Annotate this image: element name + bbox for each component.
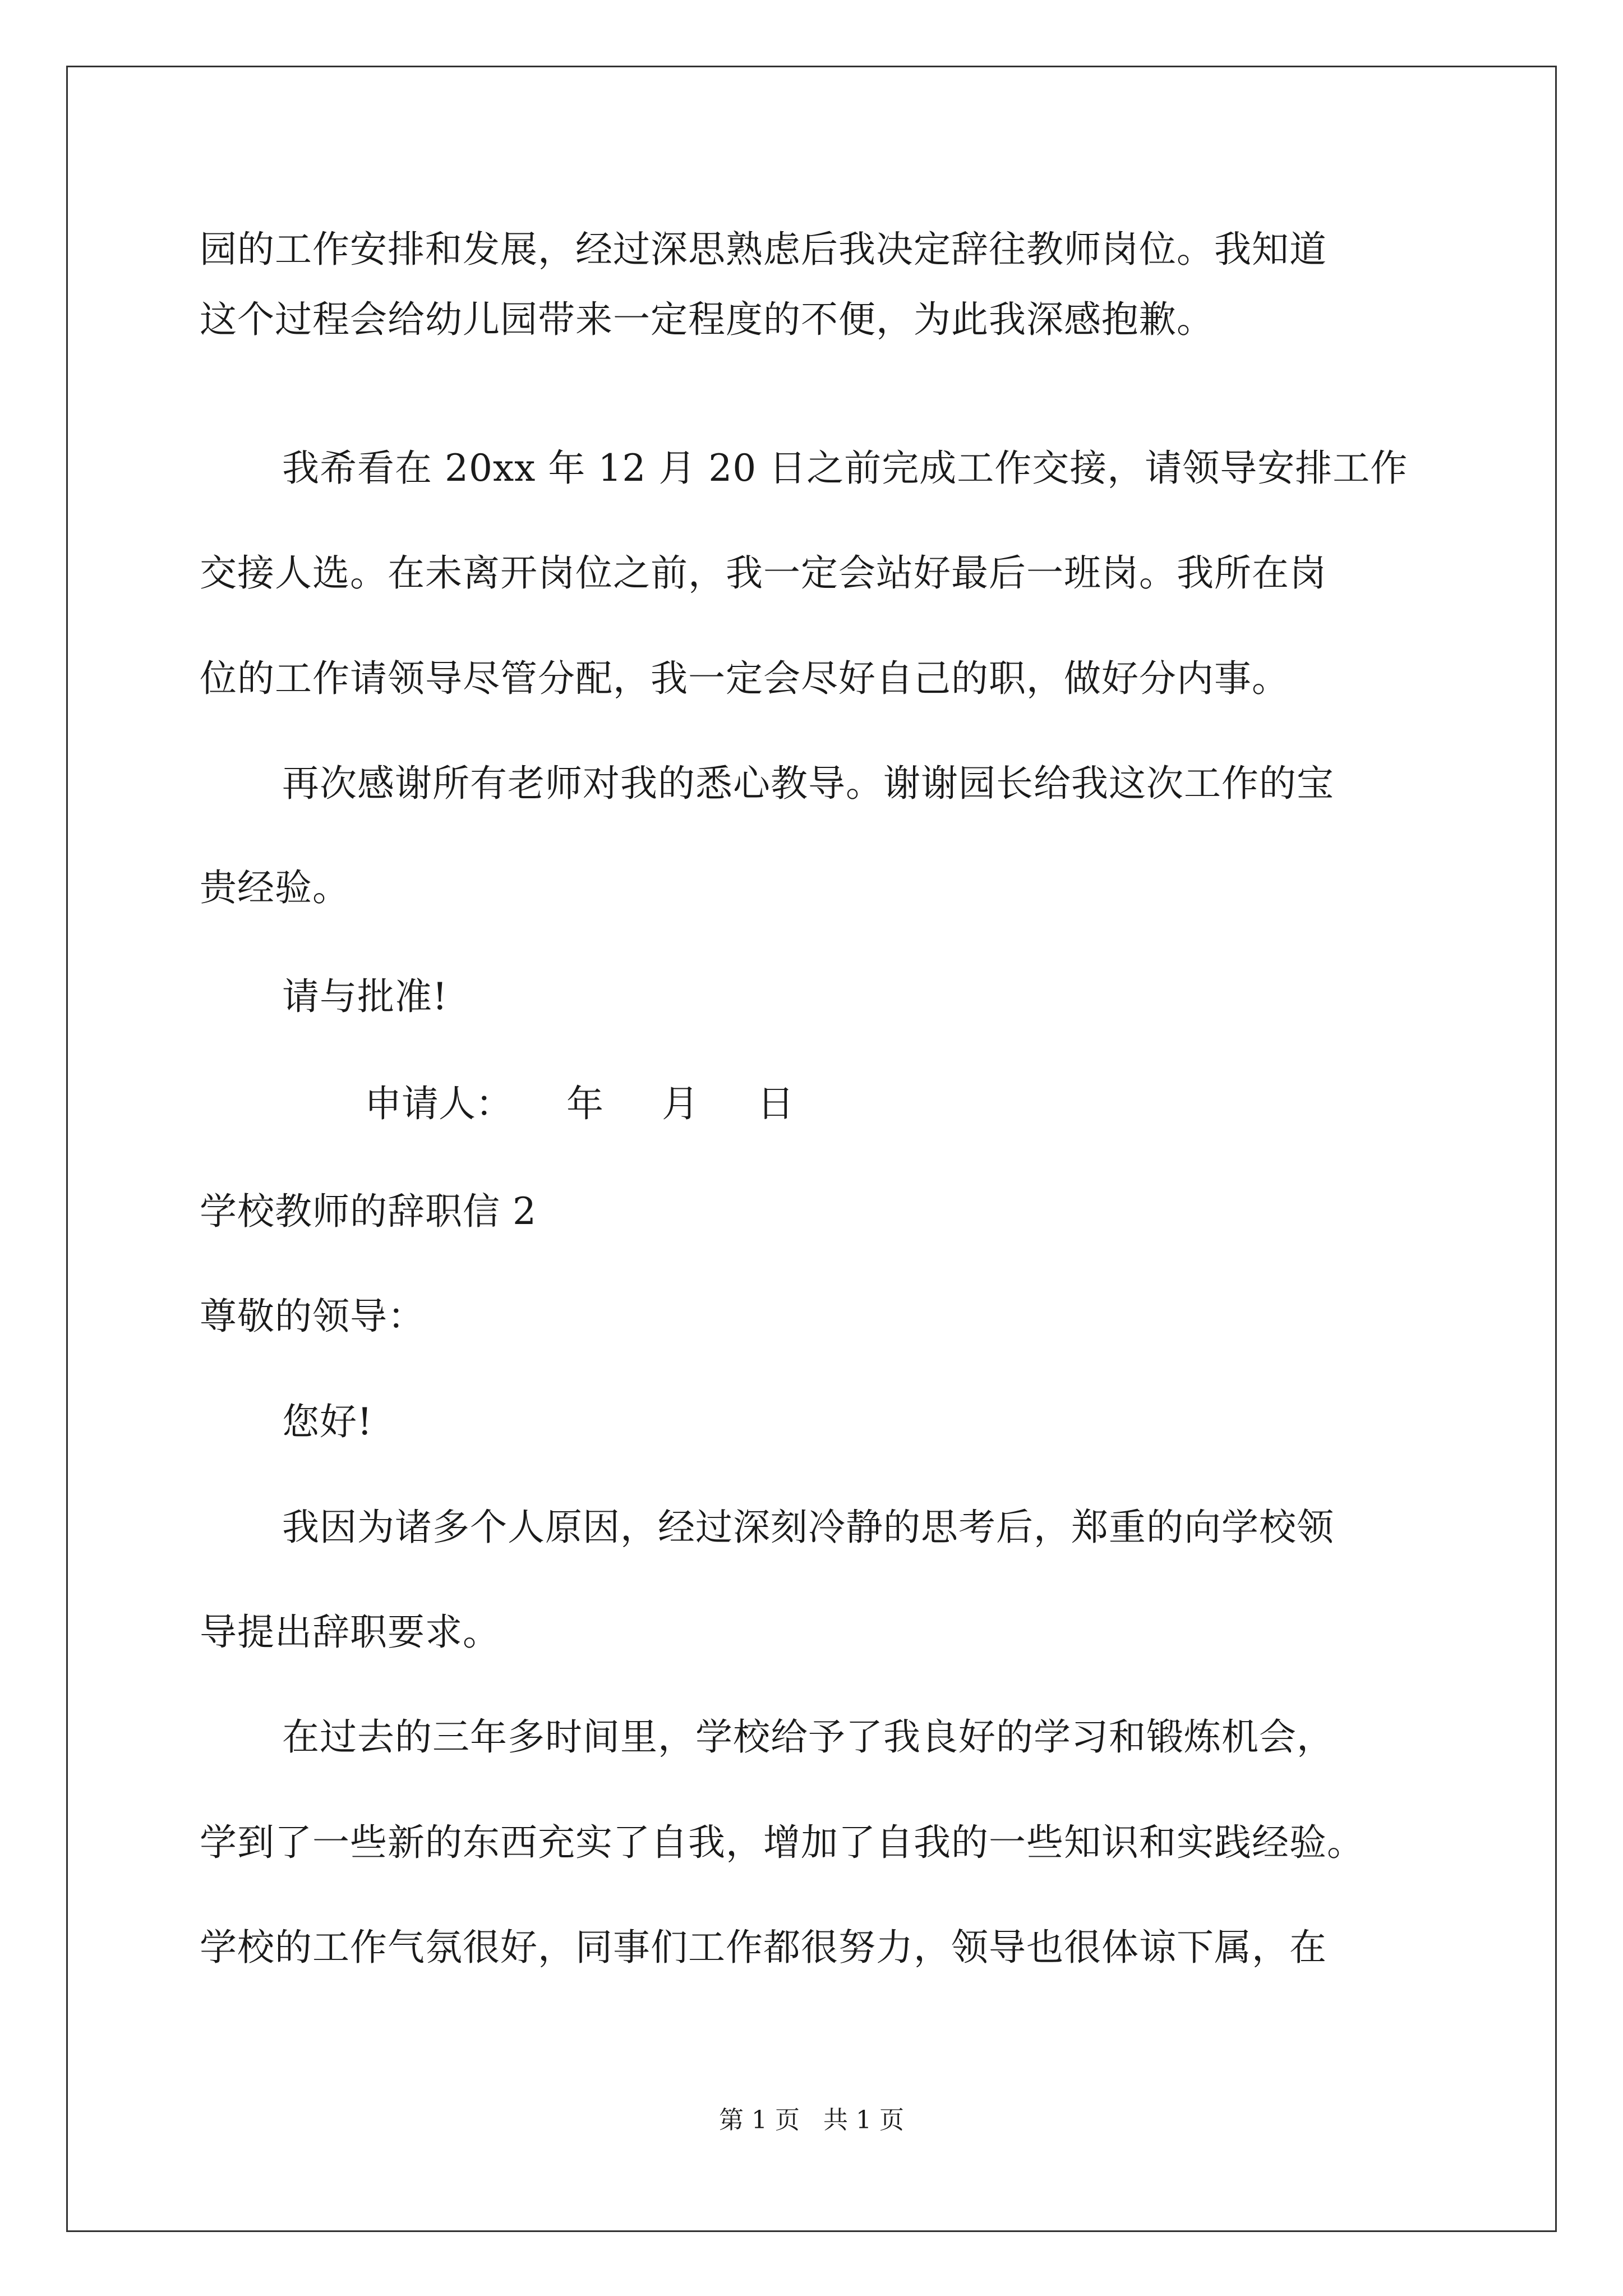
page-number-footer: 第 1 页 共 1 页 [719, 2106, 904, 2134]
month-label: 月 [662, 1082, 699, 1125]
paragraph-line: 在过去的三年多时间里，学校给予了我良好的学习和锻炼机会， [282, 1715, 1334, 1759]
paragraph-line: 贵经验。 [200, 866, 350, 909]
paragraph-line: 再次感谢所有老师对我的悉心教导。谢谢园长给我这次工作的宝 [282, 762, 1334, 805]
year-label: 年 [566, 1082, 603, 1125]
day-label: 日 [757, 1082, 794, 1125]
letter-title: 学校教师的辞职信 2 [200, 1190, 537, 1233]
paragraph-line: 位的工作请领导尽管分配，我一定会尽好自己的职，做好分内事。 [200, 657, 1289, 700]
approval-request: 请与批准! [282, 975, 448, 1018]
paragraph-line: 交接人选。在未离开岗位之前，我一定会站好最后一班岗。我所在岗 [200, 551, 1327, 595]
greeting: 您好! [282, 1400, 373, 1443]
paragraph-line: 这个过程会给幼儿园带来一定程度的不便，为此我深感抱歉。 [200, 298, 1214, 341]
page-border [66, 66, 1557, 2232]
salutation: 尊敬的领导： [200, 1295, 425, 1338]
paragraph-line: 我因为诸多个人原因，经过深刻冷静的思考后，郑重的向学校领 [282, 1506, 1334, 1549]
applicant-label: 申请人： [365, 1082, 513, 1125]
paragraph-line: 我希看在 20xx 年 12 月 20 日之前完成工作交接，请领导安排工作 [282, 447, 1408, 490]
paragraph-line: 学到了一些新的东西充实了自我，增加了自我的一些知识和实践经验。 [200, 1821, 1364, 1864]
paragraph-line: 园的工作安排和发展，经过深思熟虑后我决定辞往教师岗位。我知道 [200, 228, 1327, 271]
applicant-signature-line [365, 1082, 794, 1126]
paragraph-line: 学校的工作气氛很好，同事们工作都很努力，领导也很体谅下属，在 [200, 1926, 1327, 1969]
paragraph-line: 导提出辞职要求。 [200, 1611, 500, 1654]
